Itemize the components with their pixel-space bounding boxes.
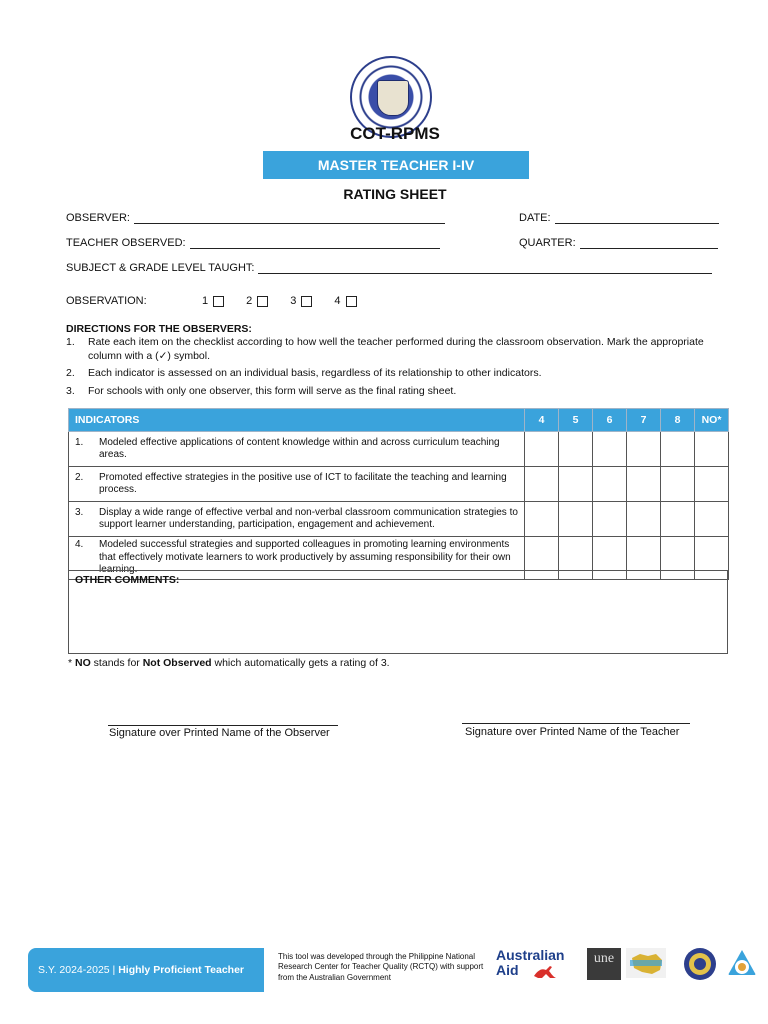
rating-cell[interactable]: [627, 502, 661, 537]
partner-logo: [725, 947, 759, 981]
rctq-seal-logo: [683, 947, 717, 981]
teacher-line[interactable]: [190, 237, 440, 249]
note-mid: stands for: [90, 657, 143, 669]
indicator-number: 2.: [75, 471, 84, 483]
observation-option-2[interactable]: [246, 295, 268, 307]
observation-option-4[interactable]: [334, 295, 356, 307]
position-banner: MASTER TEACHER I-IV: [263, 151, 529, 179]
observer-line[interactable]: [134, 212, 445, 224]
quarter-label: QUARTER:: [519, 237, 576, 249]
directions: [66, 323, 706, 403]
header-not-observed: NO*: [695, 409, 729, 432]
direction-item: [66, 336, 706, 363]
une-text: une: [593, 951, 615, 966]
observation-option-3[interactable]: [290, 295, 312, 307]
kangaroo-icon: [532, 962, 558, 980]
school-year: S.Y. 2024-2025 |: [38, 964, 116, 976]
indicator-number: 4.: [75, 539, 84, 550]
teacher-signature-label: Signature over Printed Name of the Teacher: [465, 726, 680, 738]
rating-cell[interactable]: [525, 502, 559, 537]
item-text: Rate each item on the checklist according to how well the teacher performed during the classroom observation. Mark the appropriate column with a (✓) symbol.: [88, 336, 704, 362]
school-year-banner: [28, 948, 264, 992]
teacher-signature-line[interactable]: [462, 723, 690, 724]
note-prefix: *: [68, 657, 76, 669]
observation-option-1[interactable]: [202, 295, 224, 307]
item-text: For schools with only one observer, this form will serve as the final rating sheet.: [88, 384, 457, 397]
rating-cell[interactable]: [695, 502, 729, 537]
subject-label: SUBJECT & GRADE LEVEL TAUGHT:: [66, 262, 255, 274]
date-field: [519, 212, 719, 224]
rating-cell[interactable]: [661, 467, 695, 502]
indicator-text: Promoted effective strategies in the positive use of ICT to facilitate the teaching and learning process.: [99, 471, 507, 495]
option-number: 4: [334, 295, 341, 307]
indicator-number: 3.: [75, 506, 84, 518]
quarter-field: [519, 237, 718, 249]
checkbox[interactable]: [301, 296, 312, 307]
checkbox[interactable]: [257, 296, 268, 307]
header-rating-7: 7: [627, 409, 661, 432]
checkbox[interactable]: [213, 296, 224, 307]
rating-cell[interactable]: [559, 432, 593, 467]
aid-line-1: Australian: [496, 947, 565, 963]
header-indicators: INDICATORS: [69, 409, 525, 432]
date-label: DATE:: [519, 212, 551, 224]
table-header-row: [69, 409, 729, 432]
teacher-label: TEACHER OBSERVED:: [66, 237, 186, 249]
indicator-cell: [69, 467, 525, 502]
checkbox[interactable]: [346, 296, 357, 307]
rating-cell[interactable]: [525, 467, 559, 502]
rating-cell[interactable]: [559, 467, 593, 502]
aid-line-2: Aid: [496, 961, 519, 978]
other-comments-label: OTHER COMMENTS:: [75, 574, 180, 586]
note-no: NO: [75, 657, 91, 669]
indicator-number: 1.: [75, 436, 84, 448]
note-suffix: which automatically gets a rating of 3.: [211, 657, 390, 669]
page-title: COT-RPMS: [350, 124, 440, 143]
quarter-line[interactable]: [580, 237, 718, 249]
subject-field: [66, 262, 712, 274]
indicator-text: Display a wide range of effective verbal and non-verbal classroom communication strategies to support learner understanding, participation, engagement and achievement.: [99, 506, 518, 530]
header-rating-6: 6: [593, 409, 627, 432]
indicators-table: [68, 408, 729, 580]
table-row: [69, 467, 729, 502]
subject-line[interactable]: [258, 262, 712, 274]
indicator-cell: [69, 502, 525, 537]
rating-cell[interactable]: [695, 432, 729, 467]
rating-cell[interactable]: [593, 467, 627, 502]
rating-cell[interactable]: [695, 467, 729, 502]
observer-signature-line[interactable]: [108, 725, 338, 726]
table-row: [69, 502, 729, 537]
item-text: Each indicator is assessed on an individual basis, regardless of its relationship to other indicators.: [88, 367, 542, 380]
direction-item: [66, 385, 706, 399]
note-not-observed: Not Observed: [142, 657, 212, 669]
rating-cell[interactable]: [661, 432, 695, 467]
rating-cell[interactable]: [627, 432, 661, 467]
observer-field: [66, 212, 445, 224]
rating-cell[interactable]: [559, 502, 593, 537]
observation-row: [66, 295, 379, 307]
observation-label: OBSERVATION:: [66, 295, 147, 307]
career-stage: Highly Proficient Teacher: [118, 964, 245, 976]
item-number: 2.: [66, 367, 75, 380]
date-line[interactable]: [555, 212, 719, 224]
rating-cell[interactable]: [525, 432, 559, 467]
option-number: 1: [202, 295, 209, 307]
other-comments-box[interactable]: [68, 570, 728, 654]
une-logo: [587, 948, 621, 980]
observer-label: OBSERVER:: [66, 212, 130, 224]
header-rating-4: 4: [525, 409, 559, 432]
item-number: 3.: [66, 384, 75, 397]
option-number: 3: [290, 295, 297, 307]
credit-text: This tool was developed through the Philippine National Research Center for Teacher Quality (RCTQ) with support from the Australian Government: [278, 952, 484, 982]
table-row: [69, 432, 729, 467]
indicator-text: Modeled effective applications of content knowledge within and across curriculum teaching areas.: [99, 436, 500, 460]
indicator-text: Modeled successful strategies and supported colleagues in promoting learning environments that effectively motivate learners to work productively by assuming responsibility for their own learning.: [99, 539, 511, 575]
direction-item: [66, 367, 706, 381]
seameo-innotech-logo: [626, 948, 666, 978]
rating-cell[interactable]: [593, 432, 627, 467]
rating-cell[interactable]: [661, 502, 695, 537]
rating-cell[interactable]: [593, 502, 627, 537]
teacher-field: [66, 237, 440, 249]
indicator-cell: [69, 432, 525, 467]
directions-heading: DIRECTIONS FOR THE OBSERVERS:: [66, 323, 252, 335]
option-number: 2: [246, 295, 253, 307]
footnote: [68, 657, 390, 669]
page-subtitle: RATING SHEET: [343, 186, 447, 202]
seal-emblem: [377, 80, 409, 116]
rating-cell[interactable]: [627, 467, 661, 502]
item-number: 1.: [66, 336, 75, 348]
header-rating-5: 5: [559, 409, 593, 432]
observer-signature-label: Signature over Printed Name of the Observer: [109, 727, 330, 739]
header-rating-8: 8: [661, 409, 695, 432]
